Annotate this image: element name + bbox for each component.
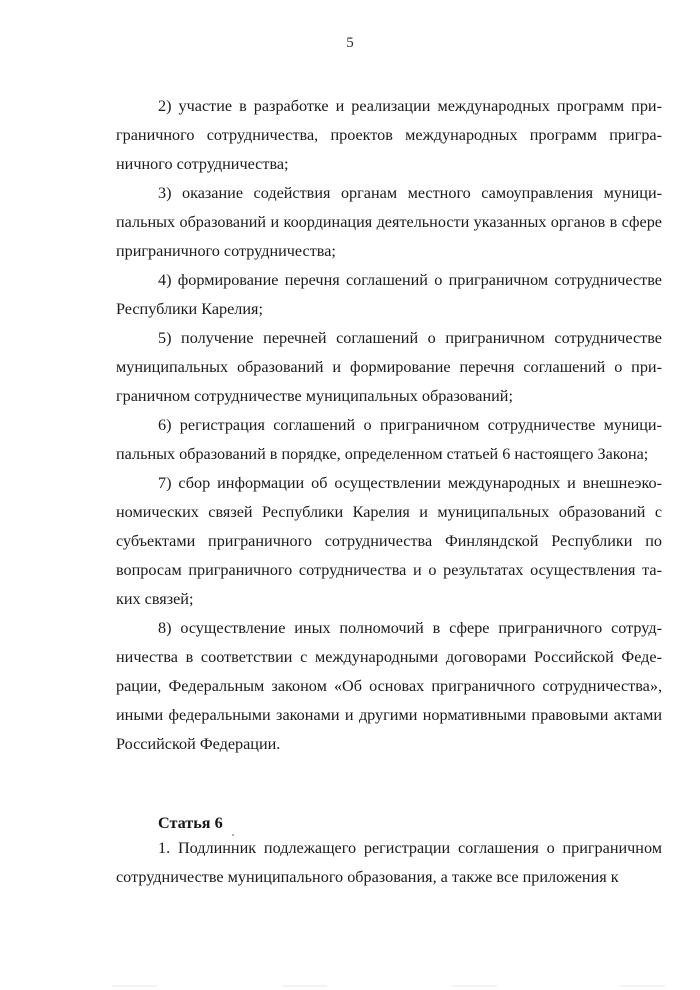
- article-heading: Статья 6: [158, 814, 223, 832]
- list-item-7: 7) сбор информации об осуществлении международных и внешнеэкономических связей Республики Карелия и муниципальных образований с субъектами приграничного сотрудничества Финляндской Республики по вопросам приграничного сотрудничества и о результатах осуществления таких связей;: [116, 474, 662, 608]
- article-body: [116, 834, 662, 892]
- list-item-2: 2) участие в разработке и реализации международных программ приграничного сотрудничества, проектов международных программ приграничного сотрудничества;: [116, 97, 662, 173]
- scan-artifact: [620, 985, 665, 987]
- list-item-8: 8) осуществление иных полномочий в сфере приграничного сотрудничества в соответствии с международными договорами Российской Федерации, Федеральным законом «Об основах приграничного сотрудничества», иными федеральными законами и другими нормативными правовыми актами Российской Федерации.: [116, 619, 662, 753]
- list-item-6: 6) регистрация соглашений о приграничном сотрудничестве муниципальных образований в порядке, определенном статьей 6 настоящего Закона;: [116, 416, 662, 463]
- powers-list: [116, 92, 662, 759]
- page-number: 5: [346, 35, 354, 51]
- list-item-4: 4) формирование перечня соглашений о приграничном сотрудничестве Республики Карелия;: [116, 271, 662, 318]
- scan-artifact: [282, 985, 327, 987]
- list-item-5: 5) получение перечней соглашений о приграничном сотрудничестве муниципальных образований и формирование перечня соглашений о приграничном сотрудничестве муниципальных образований;: [116, 329, 662, 405]
- article-paragraph: 1. Подлинник подлежащего регистрации соглашения о приграничном сотрудничестве муниципального образования, а также все приложения к: [116, 839, 662, 886]
- list-item-3: 3) оказание содействия органам местного самоуправления муниципальных образований и координация деятельности указанных органов в сфере приграничного сотрудничества;: [116, 184, 662, 260]
- scan-artifact: [112, 985, 157, 987]
- scan-artifact: [452, 985, 497, 987]
